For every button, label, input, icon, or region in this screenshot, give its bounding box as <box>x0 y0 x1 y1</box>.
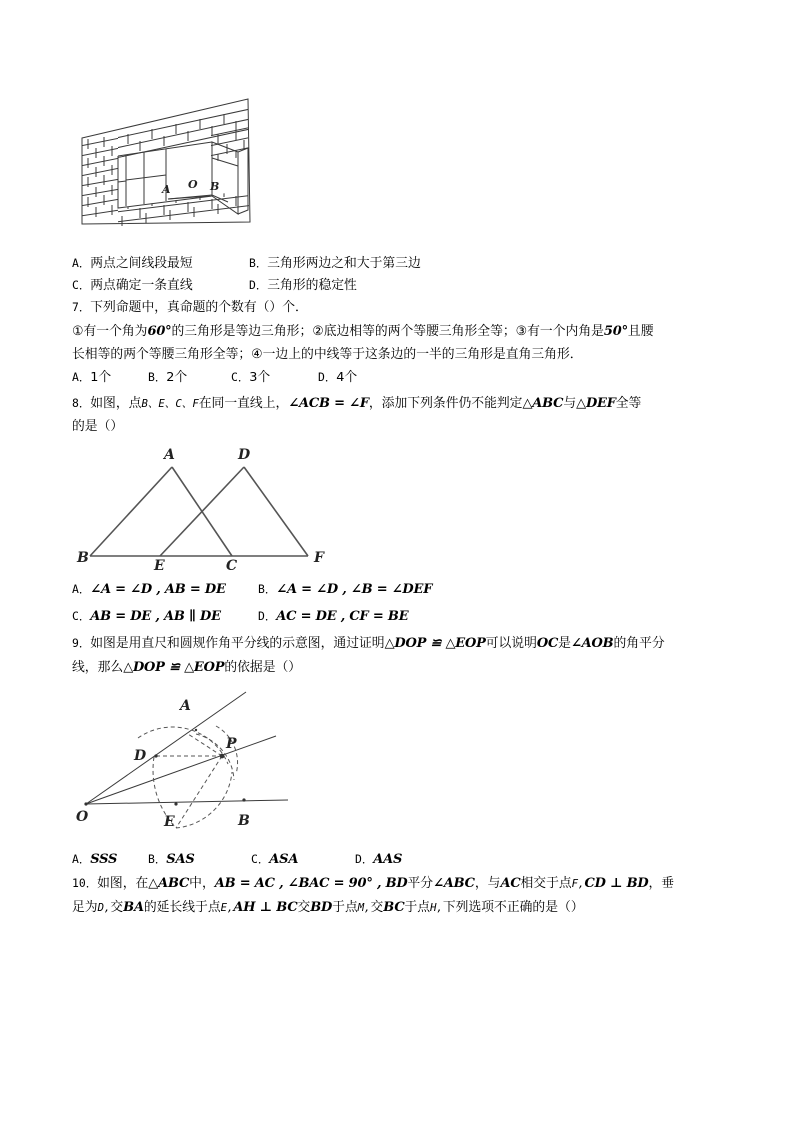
q6-option-a[interactable] <box>72 252 193 275</box>
bisector-label-D: D <box>134 748 147 764</box>
q6-option-c-text: 两点确定一条直线 <box>90 278 193 293</box>
q9-option-c[interactable] <box>251 848 298 871</box>
q7-body-1a: ①有一个角为 <box>72 324 148 339</box>
q7-stem-text: 下列命题中，真命题的个数有（）个． <box>90 300 308 315</box>
q7-angle-50: 50° <box>603 324 628 339</box>
q9-stem-line2 <box>72 656 301 679</box>
q10-eq1: AB = AC , ∠BAC = 90° , BD <box>214 876 408 891</box>
q8-stem-a: 如图，点 <box>90 396 142 411</box>
q7-option-a-label: A． <box>72 370 91 384</box>
q10-l2-f: 交 <box>297 900 311 915</box>
q6-option-a-text: 两点之间线段最短 <box>90 256 193 271</box>
figure-overlapping-triangles <box>76 442 336 570</box>
q10-point-d: D, <box>97 902 111 914</box>
q7-number: 7． <box>72 300 91 314</box>
q7-option-d-text: 4个 <box>336 370 358 385</box>
q9-stem-line1 <box>72 632 665 655</box>
q9-stem-d: 的角平分 <box>613 636 665 651</box>
q10-point-e: E, <box>220 902 234 914</box>
q7-option-b-label: B． <box>148 370 167 384</box>
q8-option-b-math: ∠A = ∠D , ∠B = ∠DEF <box>276 582 433 597</box>
q9-option-a[interactable] <box>72 848 117 871</box>
tri-label-A: A <box>164 447 175 463</box>
q9-number: 9． <box>72 636 91 650</box>
q9-option-c-label: C． <box>251 852 270 866</box>
figure-brick-wall <box>78 96 274 242</box>
q10-triangle-abc: △ABC <box>148 876 190 891</box>
q9-option-d-text: AAS <box>373 852 403 867</box>
q8-option-c[interactable] <box>72 605 221 628</box>
overlapping-triangles-svg <box>76 442 336 570</box>
q6-option-c[interactable] <box>72 274 193 297</box>
q8-option-c-label: C． <box>72 609 91 623</box>
tri-label-B: B <box>77 550 89 566</box>
q10-l2-g: 于点 <box>332 900 358 915</box>
q9-stem-line2-b: 的依据是（） <box>224 660 302 675</box>
bisector-label-P: P <box>226 736 237 752</box>
q7-option-a[interactable] <box>72 366 111 389</box>
q8-stem-d: 与 <box>563 396 577 411</box>
q8-stem-line1 <box>72 392 641 416</box>
q7-body-1c: 的三角形是等边三角形；②底边相等的两个等腰三角形全等；③有一个内角是 <box>171 324 604 339</box>
q10-l1-b: 中， <box>189 876 215 891</box>
q6-option-d-text: 三角形的稳定性 <box>267 278 357 293</box>
q8-option-d[interactable] <box>258 605 408 628</box>
q9-congruence-2: △DOP ≌ △EOP <box>123 660 225 675</box>
q8-stem-line2-text: 的是（） <box>72 419 124 434</box>
bisector-label-E: E <box>164 814 175 830</box>
q6-option-d[interactable] <box>249 274 357 297</box>
q10-l1-a: 如图，在 <box>97 876 149 891</box>
q7-body-line2 <box>72 343 583 366</box>
q9-option-b-text: SAS <box>166 852 195 867</box>
q6-option-b-label: B． <box>249 256 268 270</box>
q8-stem-c: ，添加下列条件仍不能判定 <box>368 396 523 411</box>
q10-l1-d: ，与 <box>474 876 501 891</box>
q10-l2-h: 交 <box>370 900 384 915</box>
q10-point-m: M, <box>357 902 371 914</box>
bisector-label-O: O <box>76 809 89 825</box>
q10-l1-e: 相交于点 <box>520 876 572 891</box>
q8-triangle-def: △DEF <box>576 396 616 411</box>
q8-option-d-label: D． <box>258 609 277 623</box>
q8-stem-line2 <box>72 415 123 438</box>
q10-stem-line2 <box>72 896 584 920</box>
q8-eq: ∠ACB = ∠F <box>288 396 369 411</box>
q7-body-line1 <box>72 320 654 343</box>
tri-label-E: E <box>154 558 165 570</box>
q8-triangle-abc: △ABC <box>522 396 564 411</box>
q10-point-h: H, <box>430 902 443 914</box>
q9-option-b-label: B． <box>148 852 167 866</box>
q8-points: B、E、C、F <box>141 398 199 410</box>
tri-label-F: F <box>314 550 324 566</box>
q10-point-f: F, <box>571 878 585 890</box>
q8-option-b[interactable] <box>258 578 432 601</box>
q9-option-b[interactable] <box>148 848 195 871</box>
q6-option-d-label: D． <box>249 278 268 292</box>
q7-option-a-text: 1个 <box>90 370 112 385</box>
q9-option-a-label: A． <box>72 852 91 866</box>
q6-option-a-label: A． <box>72 256 91 270</box>
figure-angle-bisector <box>76 688 366 840</box>
q8-number: 8． <box>72 396 91 410</box>
q10-angle-abc: ∠ABC <box>433 876 475 891</box>
q9-option-a-text: SSS <box>90 852 118 867</box>
q10-l2-a: 足为 <box>72 900 98 915</box>
q9-stem-a: 如图是用直尺和圆规作角平分线的示意图，通过证明 <box>90 636 385 651</box>
wall-label-B: B <box>210 180 220 193</box>
q9-option-c-text: ASA <box>269 852 299 867</box>
q10-l2-j: 下列选项不正确的是（） <box>442 900 584 915</box>
bisector-label-A: A <box>180 698 191 714</box>
q8-option-a-math: ∠A = ∠D , AB = DE <box>90 582 226 597</box>
q9-option-d[interactable] <box>355 848 402 871</box>
q7-stem <box>72 296 308 319</box>
q8-option-a[interactable] <box>72 578 226 601</box>
q7-body-2: 长相等的两个等腰三角形全等；④一边上的中线等于这条边的一半的三角形是直角三角形． <box>72 347 583 362</box>
q9-oc: OC <box>536 636 559 651</box>
q10-l2-c: 的延长线于点 <box>143 900 221 915</box>
q8-stem-e: 全等 <box>615 396 642 411</box>
q6-option-b[interactable] <box>249 252 421 275</box>
q10-number: 10． <box>72 876 98 890</box>
q7-option-d-label: D． <box>318 370 337 384</box>
q9-option-d-label: D． <box>355 852 374 866</box>
q7-option-b[interactable] <box>148 366 187 389</box>
tri-label-C: C <box>226 558 238 570</box>
q9-congruence-1: △DOP ≌ △EOP <box>384 636 486 651</box>
q10-l1-g: ，垂 <box>648 876 675 891</box>
q10-bd: BD <box>310 900 333 915</box>
q7-option-c-label: C． <box>231 370 250 384</box>
q9-angle-aob: ∠AOB <box>570 636 614 651</box>
q7-option-c-text: 3个 <box>249 370 271 385</box>
q10-bc: BC <box>383 900 405 915</box>
q8-option-c-math: AB = DE , AB ∥ DE <box>90 609 221 624</box>
q8-stem-b: 在同一直线上， <box>198 396 289 411</box>
q9-stem-c: 是 <box>558 636 571 651</box>
q7-option-b-text: 2个 <box>166 370 188 385</box>
wall-label-A: A <box>162 183 171 196</box>
q6-option-c-label: C． <box>72 278 91 292</box>
q7-body-1e: 且腰 <box>627 324 654 339</box>
bisector-label-B: B <box>238 813 250 829</box>
q8-option-b-label: B． <box>258 582 277 596</box>
angle-bisector-svg <box>76 688 366 840</box>
q6-option-b-text: 三角形两边之和大于第三边 <box>267 256 421 271</box>
q10-ac: AC <box>500 876 521 891</box>
q10-perp-ah-bc: AH ⊥ BC <box>233 900 298 915</box>
q10-stem-line1 <box>72 872 674 896</box>
q10-ba: BA <box>123 900 144 915</box>
q9-stem-b: 可以说明 <box>485 636 537 651</box>
q10-perp-cd-bd: CD ⊥ BD <box>584 876 649 891</box>
q8-option-d-math: AC = DE , CF = BE <box>276 609 409 624</box>
q10-l2-b: 交 <box>110 900 124 915</box>
q7-option-c[interactable] <box>231 366 270 389</box>
brick-wall-svg <box>78 96 274 242</box>
wall-label-O: O <box>188 178 198 191</box>
q10-l2-i: 于点 <box>404 900 431 915</box>
q7-option-d[interactable] <box>318 366 357 389</box>
q7-angle-60: 60° <box>147 324 172 339</box>
q9-stem-line2-a: 线，那么 <box>72 660 124 675</box>
q8-option-a-label: A． <box>72 582 91 596</box>
q10-l1-c: 平分 <box>407 876 434 891</box>
tri-label-D: D <box>238 447 251 463</box>
